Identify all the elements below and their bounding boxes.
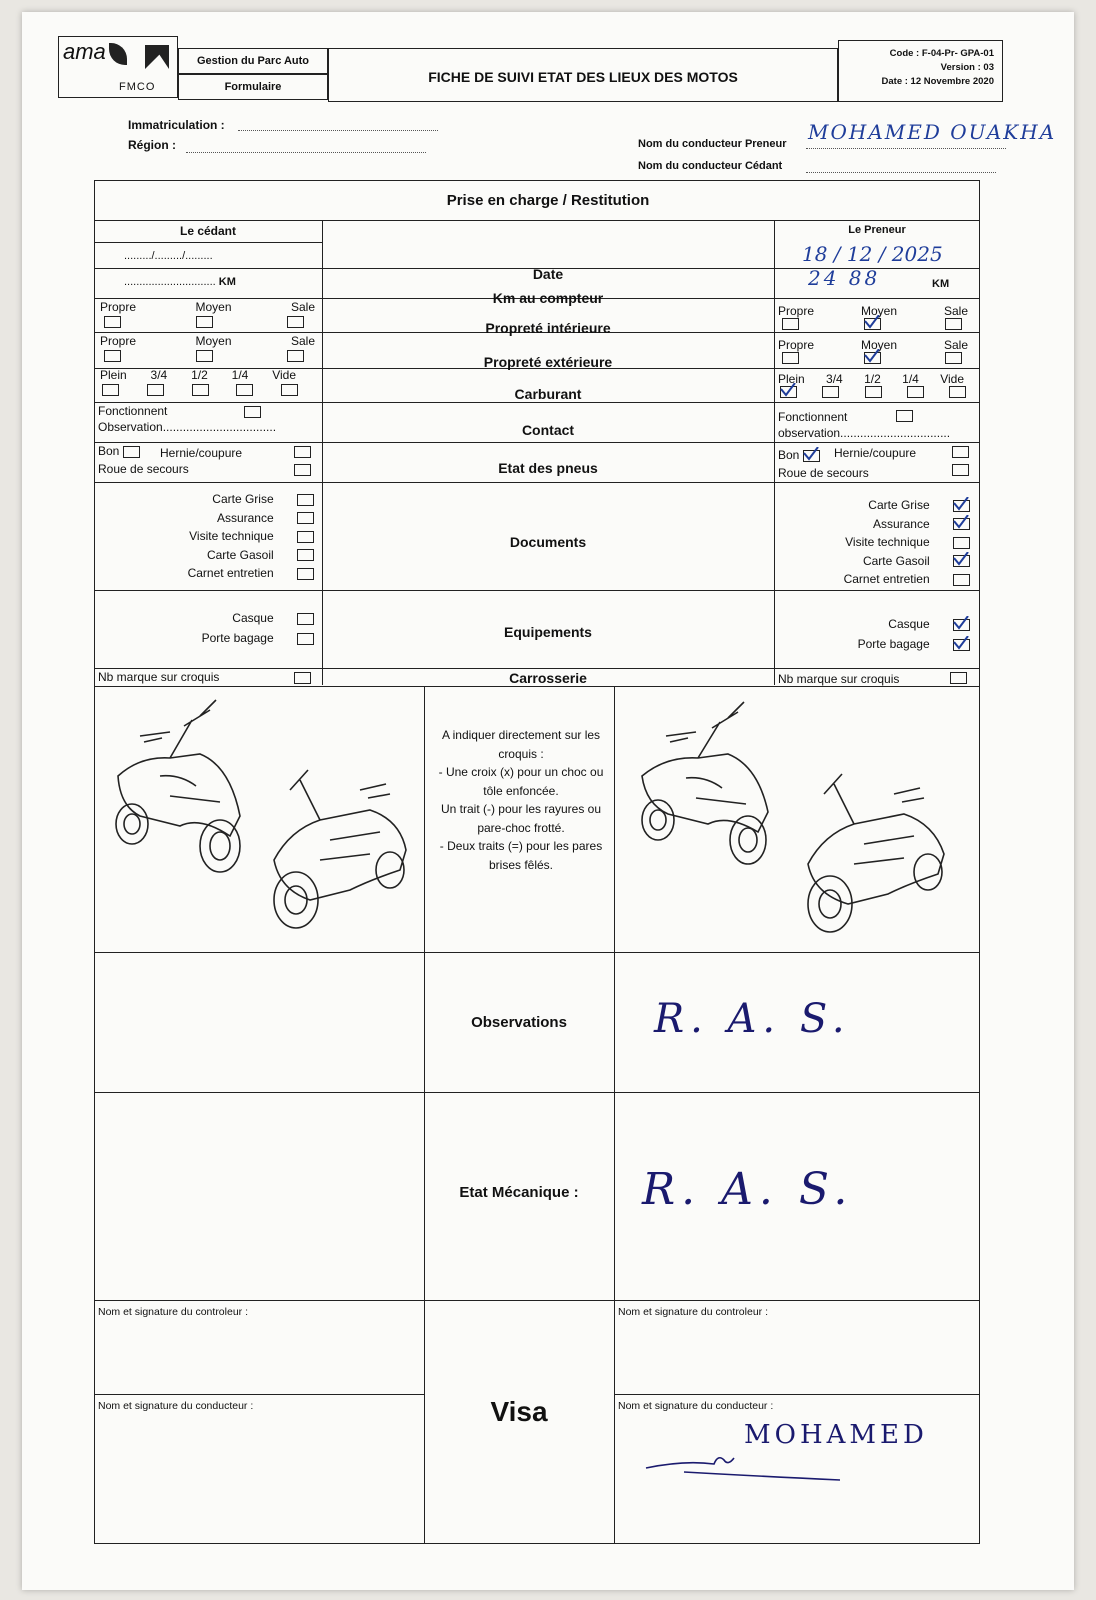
preneur-carburant-opts: Plein 3/4 1/2 1/4 Vide	[778, 372, 964, 386]
code-text: Code : F-04-Pr- GPA-01	[889, 48, 994, 59]
checkbox[interactable]	[297, 531, 314, 543]
cedant-prop-ext-boxes	[104, 350, 304, 362]
ama-logo: ama	[63, 39, 106, 64]
region-label: Région :	[128, 138, 176, 152]
checkbox[interactable]	[907, 386, 924, 398]
checkbox-checked[interactable]	[780, 386, 797, 398]
table-title: Prise en charge / Restitution	[446, 192, 650, 209]
row-line-9	[94, 590, 980, 591]
row-line-8	[94, 482, 980, 483]
title-row-line	[94, 220, 980, 221]
checkbox[interactable]	[782, 318, 799, 330]
checkbox[interactable]	[281, 384, 298, 396]
row-proprete-int: Propreté intérieure	[485, 320, 611, 336]
checkbox-checked[interactable]	[864, 352, 881, 364]
cedant-date-field[interactable]: ........./........./.........	[124, 250, 213, 262]
checkbox[interactable]	[104, 350, 121, 362]
row-contact: Contact	[521, 422, 575, 438]
checkbox[interactable]	[297, 494, 314, 506]
preneur-hernie-checkbox[interactable]	[952, 446, 969, 458]
cedant-km-field[interactable]: .............................. KM	[124, 276, 236, 288]
form-sheet	[22, 12, 1074, 1590]
checkbox[interactable]	[104, 316, 121, 328]
row-pneus: Etat des pneus	[498, 460, 598, 476]
row-line-12	[94, 952, 980, 953]
cedant-prop-int-opts	[100, 300, 315, 314]
lower-sep-right	[614, 686, 615, 1544]
cedant-name-field[interactable]	[806, 172, 996, 173]
main-table	[94, 180, 980, 1544]
scooter-sketch-right-2-icon	[794, 754, 954, 944]
row-documents: Documents	[509, 534, 587, 550]
opt-vide: Vide	[272, 368, 296, 382]
title-cell	[328, 48, 838, 102]
etat-mecanique-value: R. A. S.	[642, 1164, 854, 1215]
cedant-header: Le cédant	[179, 224, 236, 238]
version-text: Version : 03	[940, 62, 994, 73]
row-line-1	[94, 242, 322, 243]
fmco-mark-icon	[145, 45, 169, 69]
cedant-pneus-bon: Bon	[98, 444, 140, 458]
cedant-nb-marque: Nb marque sur croquis	[98, 670, 220, 684]
sketch-instructions: A indiquer directement sur les croquis : - Une croix (x) pour un choc ou tôle enfoncée. Un trait (-) pour les rayures ou pare-choc frotté. - Deux traits (=) pour les pares brises fêlés.	[438, 728, 604, 872]
opt-plein: Plein	[100, 368, 127, 382]
row-line-13	[94, 1092, 980, 1093]
checkbox[interactable]	[297, 613, 314, 625]
preneur-prop-ext-opts: Propre Moyen Sale	[778, 338, 968, 352]
visa-label: Visa	[490, 1396, 548, 1427]
checkbox[interactable]	[102, 384, 119, 396]
preneur-carburant-boxes	[780, 386, 966, 398]
date-text: Date : 12 Novembre 2020	[881, 76, 994, 87]
checkbox-checked[interactable]	[953, 639, 970, 651]
checkbox[interactable]	[147, 384, 164, 396]
row-line-10	[94, 668, 980, 669]
cedant-nb-marque-checkbox[interactable]	[294, 672, 311, 684]
signature-icon	[644, 1450, 844, 1490]
preneur-km-value: 24 88	[808, 266, 881, 290]
checkbox-checked[interactable]	[803, 450, 820, 462]
preneur-documents: Carte Grise Assurance Visite technique Carte Gasoil Carnet entretien	[784, 496, 970, 589]
cedant-pneus-hernie: Hernie/coupure	[160, 446, 243, 460]
cedant-equipements: Casque Porte bagage	[134, 608, 314, 648]
cedant-roue-secours: Roue de secours	[98, 462, 189, 476]
formulaire-cell: Formulaire	[178, 74, 328, 100]
cedant-roue-checkbox[interactable]	[294, 464, 311, 476]
scooter-sketch-left-2-icon	[260, 750, 420, 940]
gestion-cell: Gestion du Parc Auto	[178, 48, 328, 74]
checkbox[interactable]	[192, 384, 209, 396]
cedant-observation: Observation..................................	[98, 420, 277, 434]
region-field[interactable]	[186, 152, 426, 153]
checkbox[interactable]	[822, 386, 839, 398]
preneur-roue-checkbox[interactable]	[952, 464, 969, 476]
checkbox[interactable]	[297, 568, 314, 580]
row-km: Km au compteur	[492, 290, 604, 306]
cedant-documents: Carte Grise Assurance Visite technique Carte Gasoil Carnet entretien	[134, 490, 314, 583]
preneur-name-value: MOHAMED OUAKHA	[808, 120, 1057, 144]
opt-1-2: 1/2	[191, 368, 208, 382]
preneur-nb-marque: Nb marque sur croquis	[778, 672, 900, 686]
opt-moyen: Moyen	[195, 300, 232, 314]
code-cell	[838, 40, 1003, 102]
preneur-km-suffix: KM	[932, 278, 950, 290]
preneur-date-value: 18 / 12 / 2025	[802, 242, 943, 266]
conducteur-sig-right[interactable]: Nom et signature du conducteur :	[618, 1400, 774, 1412]
preneur-prop-int-boxes	[782, 318, 962, 330]
fmco-logo: FMCO	[119, 81, 156, 93]
row-line-7	[94, 442, 980, 443]
cedant-hernie-checkbox[interactable]	[294, 446, 311, 458]
checkbox-checked[interactable]	[953, 500, 970, 512]
checkbox[interactable]	[196, 350, 213, 362]
observations-label: Observations	[471, 1014, 567, 1031]
etat-mecanique-label: Etat Mécanique :	[459, 1184, 579, 1201]
row-proprete-ext: Propreté extérieure	[483, 354, 613, 370]
preneur-label: Nom du conducteur Preneur	[638, 138, 787, 150]
opt-sale: Sale	[290, 334, 315, 348]
opt-sale: Sale	[290, 300, 315, 314]
checkbox[interactable]	[297, 633, 314, 645]
immatriculation-field[interactable]	[238, 130, 438, 131]
cedant-carburant-opts	[100, 368, 296, 382]
cedant-carburant-boxes	[102, 384, 298, 396]
cedant-fonctionnement: Fonctionnent	[98, 404, 168, 418]
row-equipements: Equipements	[504, 624, 592, 640]
preneur-fonctionnement: Fonctionnent	[778, 410, 848, 424]
cedant-fonctionnement-checkbox[interactable]	[244, 406, 261, 418]
checkbox[interactable]	[953, 537, 970, 549]
cedant-prop-int-boxes	[104, 316, 304, 328]
preneur-roue-secours: Roue de secours	[778, 466, 869, 480]
opt-3-4: 3/4	[150, 368, 168, 382]
preneur-fonctionnement-checkbox[interactable]	[896, 410, 913, 422]
preneur-observation: observation.................................	[778, 426, 951, 440]
row-carburant: Carburant	[514, 386, 582, 402]
cedant-km-suffix: KM	[218, 276, 236, 288]
checkbox[interactable]	[287, 350, 304, 362]
opt-propre: Propre	[100, 334, 137, 348]
preneur-pneus-hernie: Hernie/coupure	[834, 446, 917, 460]
checkbox[interactable]	[123, 446, 140, 458]
immatriculation-label: Immatriculation :	[128, 118, 225, 132]
observations-value: R. A. S.	[654, 996, 851, 1042]
right-col-sep	[774, 220, 775, 685]
logo-box	[58, 36, 178, 98]
preneur-equipements: Casque Porte bagage	[784, 614, 970, 654]
leaf-icon	[109, 43, 127, 65]
checkbox-checked[interactable]	[864, 318, 881, 330]
checkbox[interactable]	[953, 574, 970, 586]
checkbox[interactable]	[945, 318, 962, 330]
checkbox[interactable]	[236, 384, 253, 396]
conducteur-sig-left[interactable]: Nom et signature du conducteur :	[98, 1400, 254, 1412]
row-line-14	[94, 1300, 980, 1301]
preneur-nb-marque-checkbox[interactable]	[950, 672, 967, 684]
form-title: FICHE DE SUIVI ETAT DES LIEUX DES MOTOS	[428, 69, 738, 85]
checkbox[interactable]	[949, 386, 966, 398]
scooter-sketch-right-1-icon	[622, 700, 782, 870]
row-line-11	[94, 686, 980, 687]
checkbox-checked[interactable]	[953, 619, 970, 631]
cedant-label: Nom du conducteur Cédant	[638, 160, 783, 172]
controleur-sig-right[interactable]: Nom et signature du controleur :	[618, 1306, 768, 1318]
preneur-prop-ext-boxes	[782, 352, 962, 364]
checkbox[interactable]	[297, 512, 314, 524]
cedant-prop-ext-opts	[100, 334, 315, 348]
checkbox[interactable]	[865, 386, 882, 398]
preneur-pneus-bon: Bon	[778, 448, 820, 462]
conducteur-name-value: MOHAMED	[744, 1420, 928, 1450]
row-date: Date	[532, 266, 564, 282]
checkbox[interactable]	[287, 316, 304, 328]
checkbox[interactable]	[297, 549, 314, 561]
preneur-prop-int-opts: Propre Moyen Sale	[778, 304, 968, 318]
opt-1-4: 1/4	[231, 368, 249, 382]
checkbox[interactable]	[196, 316, 213, 328]
row-carrosserie: Carrosserie	[509, 670, 587, 686]
checkbox-checked[interactable]	[953, 555, 970, 567]
row-line-15	[94, 1394, 424, 1395]
preneur-name-field[interactable]	[806, 148, 1006, 149]
controleur-sig-left[interactable]: Nom et signature du controleur :	[98, 1306, 248, 1318]
checkbox[interactable]	[782, 352, 799, 364]
scooter-sketch-left-1-icon	[100, 696, 250, 876]
opt-moyen: Moyen	[195, 334, 232, 348]
checkbox[interactable]	[945, 352, 962, 364]
preneur-header: Le Preneur	[848, 224, 906, 236]
row-line-16	[614, 1394, 980, 1395]
opt-propre: Propre	[100, 300, 137, 314]
row-line-6	[94, 402, 980, 403]
checkbox-checked[interactable]	[953, 518, 970, 530]
